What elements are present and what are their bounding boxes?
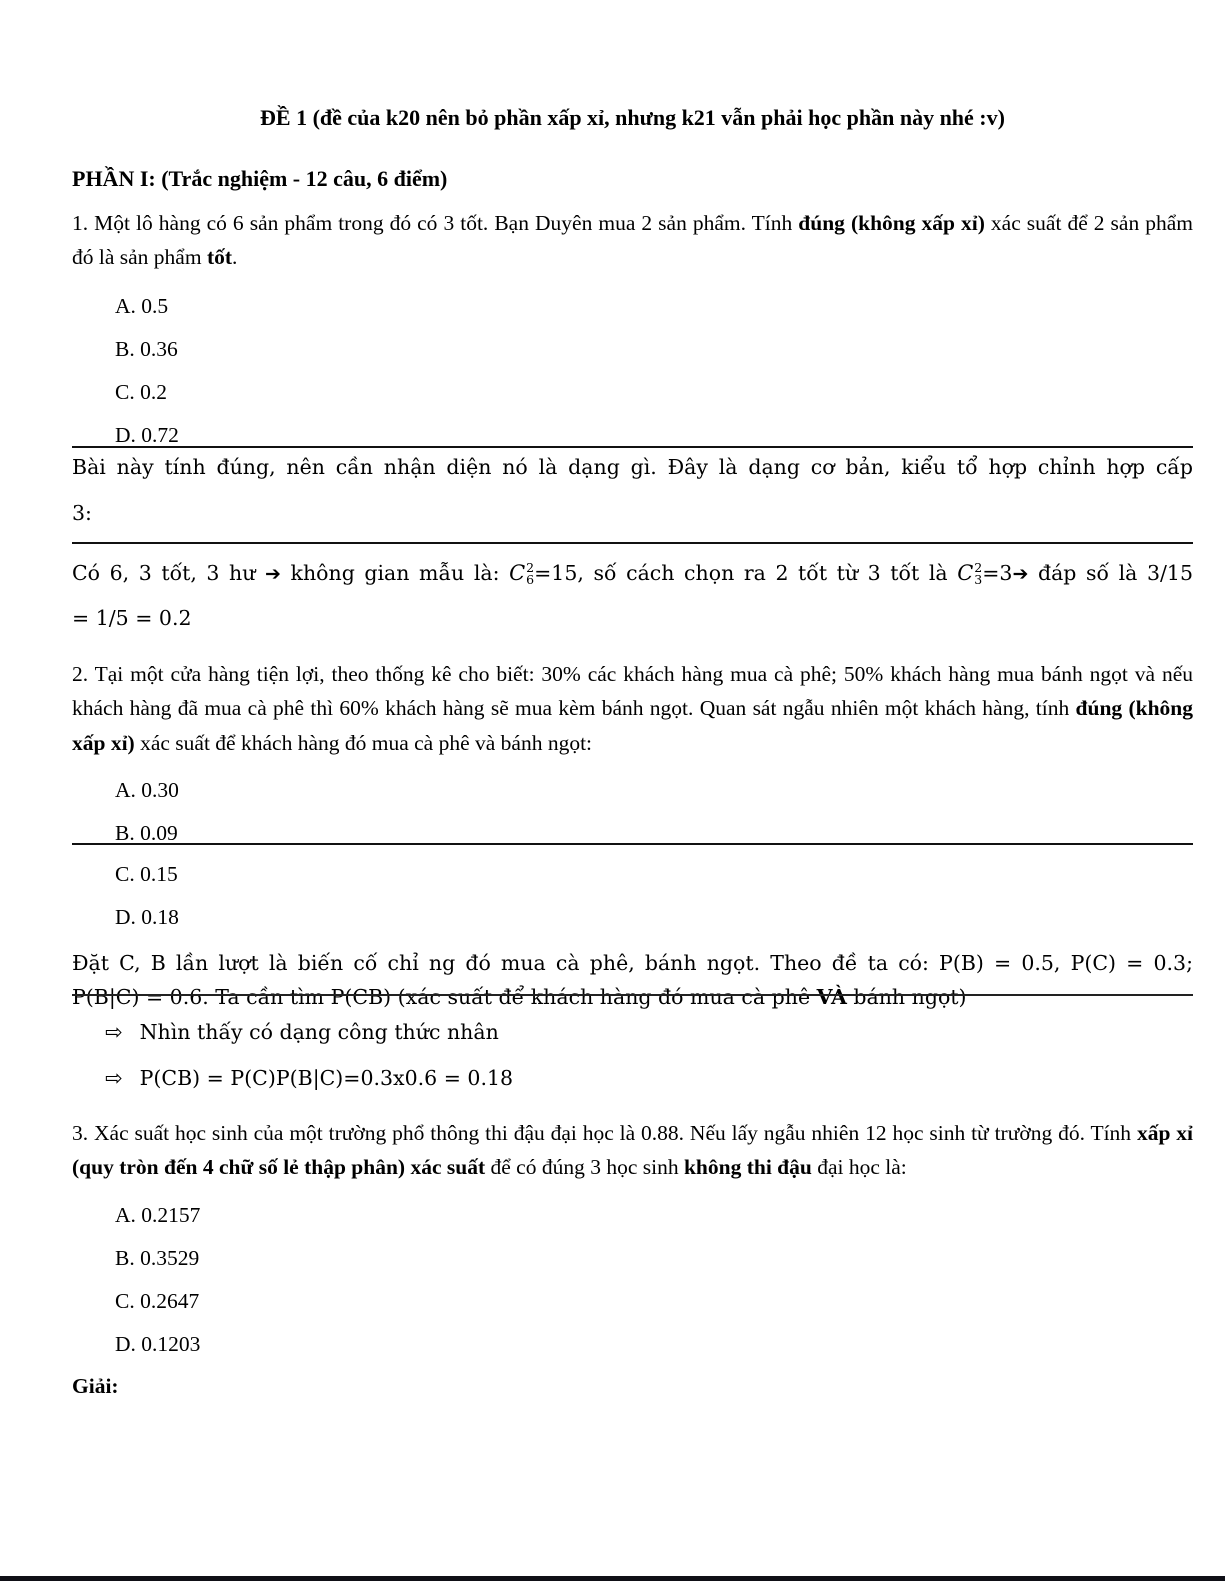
- q3-option-d: D. 0.1203: [115, 1331, 201, 1356]
- q1-option-a: A. 0.5: [115, 293, 169, 318]
- question-2-p2: xác suất để khách hàng đó mua cà phê và bánh ngọt:: [134, 730, 593, 755]
- question-1-options: [72, 290, 1193, 452]
- q2-option-d: D. 0.18: [115, 904, 179, 929]
- separator-line: [72, 843, 1193, 845]
- sol1-p1: Có 6, 3 tốt, 3 hư: [72, 560, 266, 585]
- q2-solution-text: [72, 946, 1193, 1014]
- question-2-bold1: đúng (không xấp xỉ): [72, 696, 1194, 755]
- q1-solution-line1: [72, 557, 1193, 591]
- q3-option-c: C. 0.2647: [115, 1288, 200, 1313]
- q1-option-d: D. 0.72: [115, 422, 179, 447]
- solution-label: Giải:: [72, 1373, 119, 1398]
- question-1-bold1: đúng (không xấp xỉ): [798, 211, 985, 236]
- q2-option-b: B. 0.09: [115, 820, 178, 845]
- question-1-p3: .: [232, 244, 238, 269]
- math-subscript: 6: [526, 572, 535, 588]
- question-3-p2: để có đúng 3 học sinh: [485, 1155, 684, 1180]
- math-superscript: 2: [526, 559, 535, 575]
- combination-c3-2: [957, 557, 982, 590]
- q1-option-b: B. 0.36: [115, 336, 178, 361]
- q2-option-c: C. 0.15: [115, 861, 178, 886]
- q2-sol-line2-p2: bánh ngọt): [846, 984, 967, 1009]
- question-1-text: [72, 207, 1193, 274]
- strikethrough-line: [72, 994, 1193, 996]
- hollow-right-arrow-icon: ⇨: [105, 1019, 123, 1044]
- page-edge-bar: [0, 1576, 1225, 1581]
- question-3-bold2: không thi đậu: [683, 1155, 812, 1180]
- bullet-2-text: P(CB) = P(C)P(B|C)=0.3x0.6 = 0.18: [139, 1065, 514, 1090]
- question-2-options-continued: [72, 858, 1193, 934]
- sol1-p2: không gian mẫu là:: [280, 560, 510, 585]
- section-heading-part1: PHẦN I: (Trắc nghiệm - 12 câu, 6 điểm): [72, 165, 448, 191]
- q3-option-b: B. 0.3529: [115, 1245, 200, 1270]
- sol1-p5: đáp số là 3/15: [1028, 560, 1194, 585]
- sol1-p4: =3: [982, 560, 1013, 585]
- q2-option-a: A. 0.30: [115, 777, 179, 802]
- q2-solution-line1: Đặt C, B lần lượt là biến cố chỉ ng đó mua cà phê, bánh ngọt. Theo đề ta có: P(B) = 0.5, P(C) = 0.3;: [72, 950, 1193, 975]
- q3-option-a: A. 0.2157: [115, 1202, 201, 1227]
- q1-option-c: C. 0.2: [115, 379, 167, 404]
- solution-bullet: [72, 1062, 1193, 1095]
- question-1-p2: xác suất để 2 sản phẩm đó là sản phẩm: [72, 211, 1194, 269]
- q1-solution-note-line2: 3:: [72, 500, 92, 525]
- question-3-options: [72, 1199, 1193, 1361]
- right-arrow-icon: ➔: [265, 562, 281, 585]
- question-3-p3: đại học là:: [811, 1155, 907, 1180]
- math-letter: C: [957, 560, 974, 585]
- q1-solution-line2: = 1/5 = 0.2: [72, 605, 192, 630]
- hollow-right-arrow-icon: ⇨: [105, 1065, 123, 1090]
- right-arrow-icon: ➔: [1012, 562, 1029, 585]
- question-3-p1: 3. Xác suất học sinh của một trường phổ thông thi đậu đại học là 0.88. Nếu lấy ngẫu nhiên 12 học sinh từ trường đó. Tính: [72, 1120, 1137, 1145]
- math-letter: C: [509, 560, 526, 585]
- separator-line: [72, 542, 1193, 544]
- bullet-1-text: Nhìn thấy có dạng công thức nhân: [139, 1019, 499, 1044]
- question-2-text: [72, 657, 1193, 760]
- sol1-p3: =15, số cách chọn ra 2 tốt từ 3 tốt là: [534, 560, 958, 585]
- doc-title: ĐỀ 1 (đề của k20 nên bỏ phần xấp xỉ, nhưng k21 vẫn phải học phần này nhé :v): [260, 105, 1005, 130]
- math-subscript: 3: [974, 572, 983, 588]
- math-superscript: 2: [974, 559, 983, 575]
- question-2-options: [72, 774, 1193, 850]
- separator-line: [72, 446, 1193, 448]
- solution-bullet: [72, 1016, 1193, 1049]
- question-3-text: [72, 1116, 1193, 1185]
- q2-sol-line2-p1: P(B|C) = 0.6. Ta cần tìm P(CB) (xác suất để khách hàng đó mua cà phê: [72, 984, 817, 1009]
- combination-c6-2: [509, 557, 534, 590]
- document-page: [72, 104, 1193, 1403]
- question-1-p1: 1. Một lô hàng có 6 sản phẩm trong đó có 3 tốt. Bạn Duyên mua 2 sản phẩm. Tính: [72, 211, 799, 236]
- q2-sol-line2-bold: VÀ: [816, 984, 847, 1009]
- q1-solution-note-line1: Bài này tính đúng, nên cần nhận diện nó là dạng gì. Đây là dạng cơ bản, kiểu tổ hợp chỉnh hợp cấp: [72, 454, 1193, 479]
- q2-solution-line2: [72, 980, 1193, 1014]
- question-2-p1: 2. Tại một cửa hàng tiện lợi, theo thống kê cho biết: 30% các khách hàng mua cà phê; 50% khách hàng mua bánh ngọt và nếu khách hàng đã mua cà phê thì 60% khách hàng sẽ mua kèm bánh ngọt. Quan sát ngẫu nhiên một khách hàng, tính: [72, 661, 1193, 721]
- question-3-bold1: xấp xỉ (quy tròn đến 4 chữ số lẻ thập phân) xác suất: [72, 1120, 1193, 1180]
- question-1-bold2: tốt: [206, 244, 233, 269]
